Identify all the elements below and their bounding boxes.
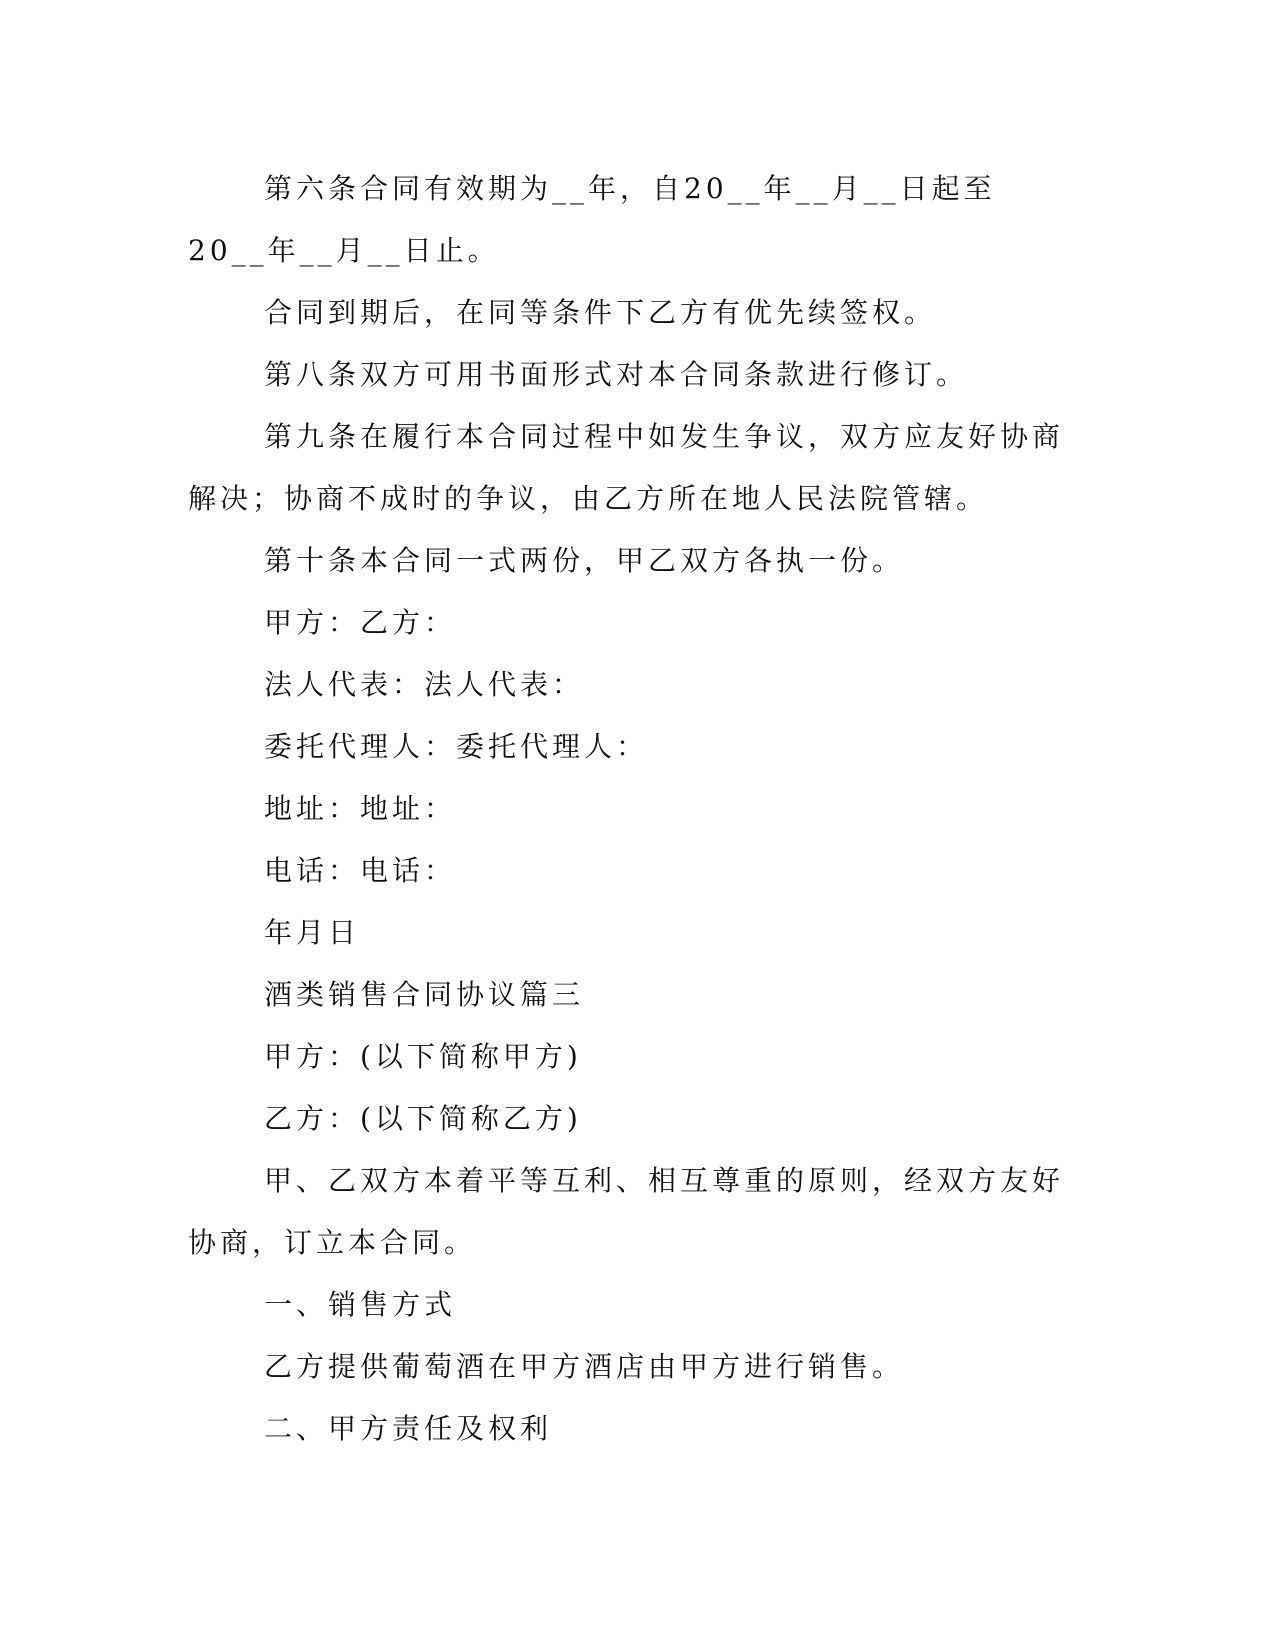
- party-a-duties-heading: 二、甲方责任及权利: [264, 1412, 553, 1445]
- signature-address-line: 地址：地址：: [264, 792, 457, 825]
- signature-party-line: 甲方：乙方：: [264, 606, 457, 639]
- party-a-line: 甲方：(以下简称甲方): [264, 1040, 582, 1073]
- clause-six-validity: 第六条合同有效期为__年，自20__年__月__日起至20__年__月__日止。: [188, 172, 996, 267]
- sales-method-paragraph: 乙方提供葡萄酒在甲方酒店由甲方进行销售。: [264, 1350, 905, 1383]
- clause-nine-disputes: 第九条在履行本合同过程中如发生争议，双方应友好协商解决；协商不成时的争议，由乙方所在地人民法院管辖。: [188, 420, 1065, 515]
- clause-ten-copies: 第十条本合同一式两份，甲乙双方各执一份。: [264, 544, 905, 577]
- clause-eight-amendment: 第八条双方可用书面形式对本合同条款进行修订。: [264, 358, 969, 391]
- document-body: [188, 158, 1068, 1460]
- signature-date-line: 年月日: [264, 916, 361, 949]
- party-b-line: 乙方：(以下简称乙方): [264, 1102, 582, 1135]
- sales-method-heading: 一、销售方式: [264, 1288, 457, 1321]
- preamble-paragraph: 甲、乙双方本着平等互利、相互尊重的原则，经双方友好协商，订立本合同。: [188, 1164, 1065, 1259]
- signature-agent-line: 委托代理人：委托代理人：: [264, 730, 649, 763]
- renewal-priority-paragraph: 合同到期后，在同等条件下乙方有优先续签权。: [264, 296, 937, 329]
- signature-legal-rep-line: 法人代表：法人代表：: [264, 668, 585, 701]
- section-heading: 酒类销售合同协议篇三: [264, 978, 585, 1011]
- signature-phone-line: 电话：电话：: [264, 854, 457, 887]
